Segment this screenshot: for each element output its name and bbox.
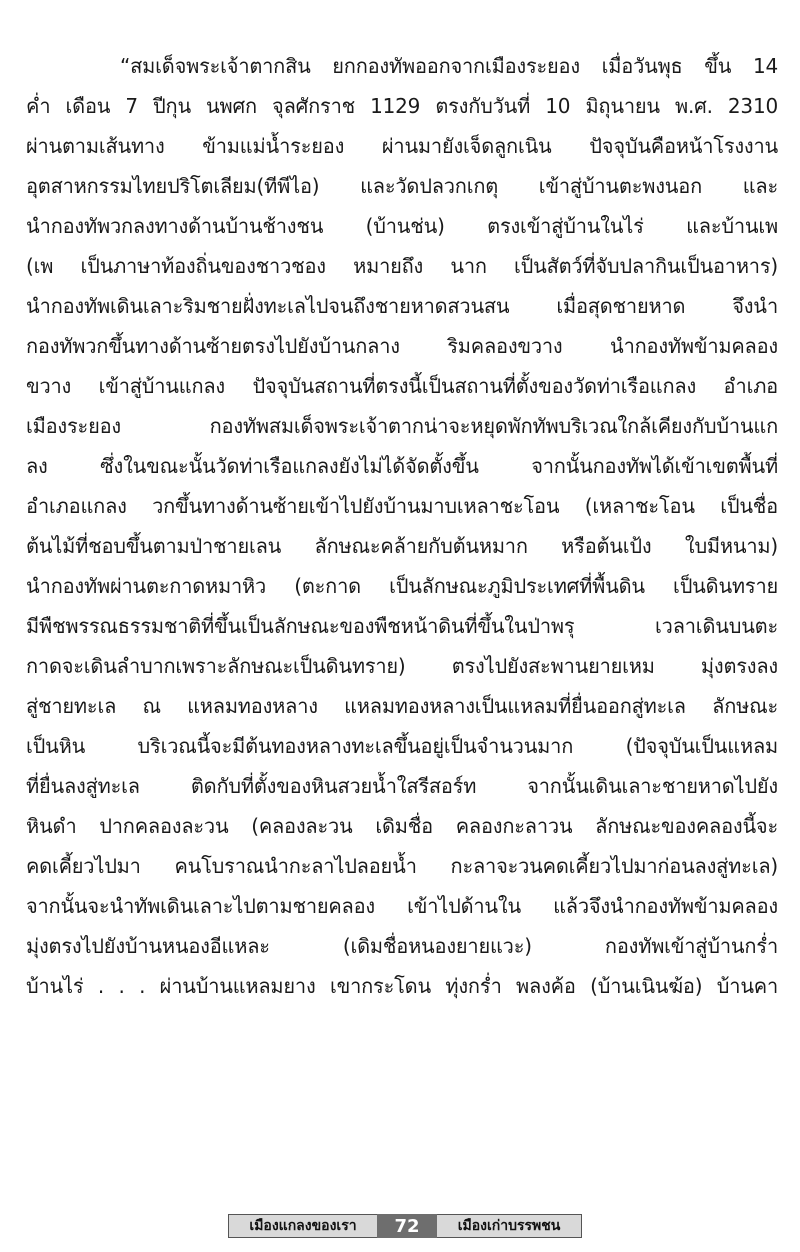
footer-section-title: เมืองเก่าบรรพชน	[437, 1214, 582, 1238]
text-line: นำกองทัพผ่านตะกาดหมาหิว (ตะกาด เป็นลักษณะภูมิประเทศที่พื้นดิน เป็นดินทราย	[26, 574, 778, 598]
page-footer	[228, 1214, 582, 1238]
footer-book-title: เมืองแกลงของเรา	[228, 1214, 377, 1238]
text-line: หินดำ ปากคลองละวน (คลองละวน เดิมชื่อ คลองกะลาวน ลักษณะของคลองนี้จะ	[26, 814, 778, 838]
text-line: บ้านไร่ . . . ผ่านบ้านแหลมยาง เขากระโดน ทุ่งกร่ำ พลงค้อ (บ้านเนินฆ้อ) บ้านคา	[26, 974, 778, 998]
text-line: อุตสาหกรรมไทยปริโตเลียม(ทีพีไอ) และวัดปลวกเกตุ เข้าสู่บ้านตะพงนอก และ	[26, 174, 778, 198]
text-line: ต้นไม้ที่ชอบขึ้นตามป่าชายเลน ลักษณะคล้ายกับต้นหมาก หรือต้นเป้ง ใบมีหนาม)	[26, 534, 778, 558]
text-line: จากนั้นจะนำทัพเดินเลาะไปตามชายคลอง เข้าไปด้านใน แล้วจึงนำกองทัพข้ามคลอง	[26, 894, 778, 918]
text-line: สู่ชายทะเล ณ แหลมทองหลาง แหลมทองหลางเป็นแหลมที่ยื่นออกสู่ทะเล ลักษณะ	[26, 694, 778, 718]
text-line: มุ่งตรงไปยังบ้านหนองอีแหละ (เดิมชื่อหนองยายแวะ) กองทัพเข้าสู่บ้านกร่ำ	[26, 934, 778, 958]
page-number: 72	[377, 1214, 437, 1238]
text-line: กองทัพวกขึ้นทางด้านซ้ายตรงไปยังบ้านกลาง ริมคลองขวาง นำกองทัพข้ามคลอง	[26, 334, 778, 358]
text-line: คดเคี้ยวไปมา คนโบราณนำกะลาไปลอยน้ำ กะลาจะวนคดเคี้ยวไปมาก่อนลงสู่ทะเล)	[26, 854, 778, 878]
text-line: มีพืชพรรณธรรมชาติที่ขึ้นเป็นลักษณะของพืชหน้าดินที่ขึ้นในป่าพรุ เวลาเดินบนตะ	[26, 614, 778, 638]
text-line: ที่ยื่นลงสู่ทะเล ติดกับที่ตั้งของหินสวยน้ำใสรีสอร์ท จากนั้นเดินเลาะชายหาดไปยัง	[26, 774, 778, 798]
text-line: ขวาง เข้าสู่บ้านแกลง ปัจจุบันสถานที่ตรงนี้เป็นสถานที่ตั้งของวัดท่าเรือแกลง อำเภอ	[26, 374, 778, 398]
text-line: (เพ เป็นภาษาท้องถิ่นของชาวชอง หมายถึง นาก เป็นสัตว์ที่จับปลากินเป็นอาหาร)	[26, 254, 778, 278]
text-line: “สมเด็จพระเจ้าตากสิน ยกกองทัพออกจากเมืองระยอง เมื่อวันพุธ ขึ้น 14	[120, 54, 778, 78]
text-line: ค่ำ เดือน 7 ปีกุน นพศก จุลศักราช 1129 ตรงกับวันที่ 10 มิถุนายน พ.ศ. 2310	[26, 94, 778, 118]
text-line: นำกองทัพเดินเลาะริมชายฝั่งทะเลไปจนถึงชายหาดสวนสน เมื่อสุดชายหาด จึงนำ	[26, 294, 778, 318]
text-line: อำเภอแกลง วกขึ้นทางด้านซ้ายเข้าไปยังบ้านมาบเหลาชะโอน (เหลาชะโอน เป็นชื่อ	[26, 494, 778, 518]
text-line: นำกองทัพวกลงทางด้านบ้านช้างชน (บ้านช่น) ตรงเข้าสู่บ้านในไร่ และบ้านเพ	[26, 214, 778, 238]
text-line: เป็นหิน บริเวณนี้จะมีต้นทองหลางทะเลขึ้นอยู่เป็นจำนวนมาก (ปัจจุบันเป็นแหลม	[26, 734, 778, 758]
text-line: ผ่านตามเส้นทาง ข้ามแม่น้ำระยอง ผ่านมายังเจ็ดลูกเนิน ปัจจุบันคือหน้าโรงงาน	[26, 134, 778, 158]
body-paragraph	[26, 46, 778, 1006]
text-line: เมืองระยอง กองทัพสมเด็จพระเจ้าตากน่าจะหยุดพักทัพบริเวณใกล้เคียงกับบ้านแก	[26, 414, 778, 438]
text-line: กาดจะเดินลำบากเพราะลักษณะเป็นดินทราย) ตรงไปยังสะพานยายเหม มุ่งตรงลง	[26, 654, 778, 678]
text-line: ลง ซึ่งในขณะนั้นวัดท่าเรือแกลงยังไม่ได้จัดตั้งขึ้น จากนั้นกองทัพได้เข้าเขตพื้นที่	[26, 454, 778, 478]
